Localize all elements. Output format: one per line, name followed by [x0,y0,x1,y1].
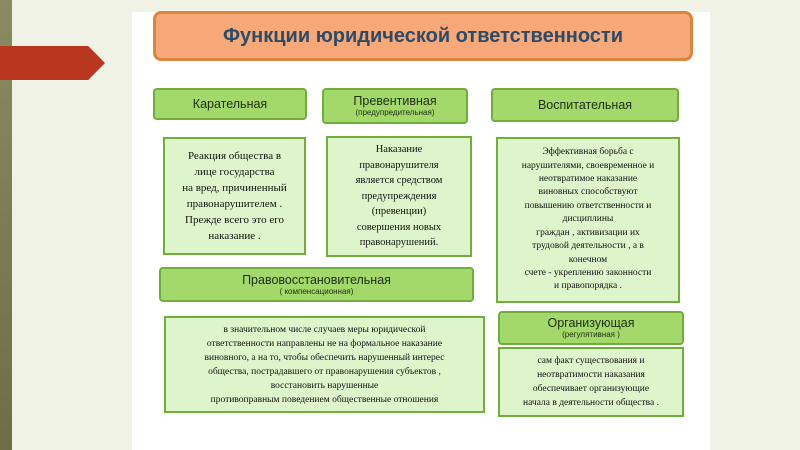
punitive-text: Реакция общества в лице государства на вред, причиненный правонарушителем . Прежде всего это его наказание . [182,150,287,242]
organizing-description [498,347,684,417]
restorative-header [159,267,474,302]
organizing-sublabel: (регулятивная ) [562,330,620,339]
preventive-description [326,136,472,257]
punitive-header [153,88,307,120]
preventive-sublabel: (предупредительная) [355,108,435,117]
educational-header [491,88,679,122]
page-title: Функции юридической ответственности [222,24,624,47]
restorative-label: Правовосстановительная [242,272,391,287]
restorative-description [164,316,485,413]
organizing-label: Организующая [547,316,635,330]
organizing-text: сам факт существования и неотвратимости наказания обеспечивает организующие начала в деятельности общества . [523,356,659,408]
red-arrow-shape [0,46,105,80]
restorative-sublabel: ( компенсационная) [279,286,354,296]
organizing-header [498,311,684,345]
punitive-label: Карательная [192,97,268,111]
restorative-text: в значительном числе случаев меры юридической ответственности направлены не на формальное наказание виновного, а на то, чтобы обеспечить нарушенный интерес общества, пострадавшего от правонарушения субъектов , восстановить нарушенные противоправным поведением общественные отношения [204,324,445,405]
preventive-header [322,88,468,124]
educational-description [496,137,680,303]
preventive-text: Наказание правонарушителя является средством предупреждения (превенции) совершения новых правонарушений. [355,144,443,249]
educational-label: Воспитательная [537,98,633,112]
punitive-description [163,137,306,255]
educational-text: Эффективная борьба с нарушителями, своевременное и неотвратимое наказание виновных способствуют повышению ответственности и дисциплины граждан , активизации их трудовой деятельности , а в конечном счете - укреплению законности и правопорядка . [521,147,655,292]
title-box [153,11,693,61]
preventive-label: Превентивная [353,94,437,108]
